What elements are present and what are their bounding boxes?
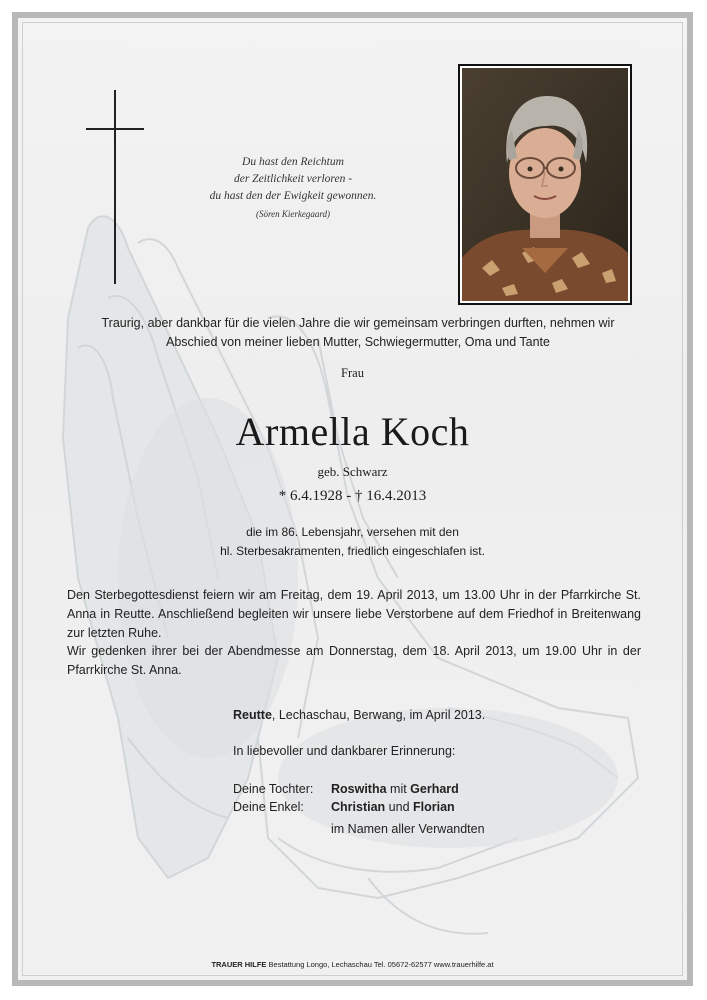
on-behalf-line: im Namen aller Verwandten bbox=[331, 822, 485, 836]
family-relation: Deine Enkel: bbox=[233, 800, 304, 814]
quote-line: der Zeitlichkeit verloren - bbox=[233, 173, 353, 185]
salutation: Frau bbox=[341, 366, 364, 380]
quote-source: (Sören Kierkegaard) bbox=[255, 209, 331, 219]
passing-text bbox=[18, 523, 687, 561]
family-name: Gerhard bbox=[410, 782, 459, 796]
memorial-quote bbox=[168, 154, 418, 223]
footer-brand: TRAUER HILFE bbox=[211, 960, 267, 969]
intro-line: Abschied von meiner lieben Mutter, Schwiegermutter, Oma und Tante bbox=[165, 335, 550, 349]
obituary-card bbox=[12, 12, 693, 986]
place-rest: , Lechaschau, Berwang, im April 2013. bbox=[271, 708, 486, 722]
quote-line: Du hast den Reichtum bbox=[242, 156, 344, 168]
family-row bbox=[233, 780, 459, 798]
family-name: Roswitha bbox=[331, 782, 387, 796]
family-names bbox=[331, 780, 459, 798]
quote-line: du hast den der Ewigkeit gewonnen. bbox=[209, 190, 377, 202]
family-row bbox=[233, 798, 459, 816]
passing-line: hl. Sterbesakramenten, friedlich eingeschlafen ist. bbox=[220, 544, 485, 558]
footer-text: Bestattung Longo, Lechaschau Tel. 05672-62577 www.trauerhilfe.at bbox=[266, 960, 494, 969]
family-joiner: und bbox=[385, 800, 413, 814]
family-list bbox=[233, 780, 459, 816]
portrait-photo bbox=[458, 64, 632, 305]
family-name: Florian bbox=[413, 800, 455, 814]
cross-icon bbox=[86, 90, 144, 284]
passing-line: die im 86. Lebensjahr, versehen mit den bbox=[246, 525, 459, 539]
place-town: Reutte bbox=[233, 708, 272, 722]
family-relation: Deine Tochter: bbox=[233, 782, 314, 796]
family-names bbox=[331, 798, 455, 816]
evening-mass-text: Wir gedenken ihrer bei der Abendmesse am Donnerstag, dem 18. April 2013, um 19.00 Uhr in der Pfarrkirche St. Anna. bbox=[67, 644, 641, 677]
deceased-name: Armella Koch bbox=[235, 409, 470, 454]
intro-text bbox=[58, 314, 658, 352]
life-dates: * 6.4.1928 - † 16.4.2013 bbox=[278, 488, 427, 504]
gratitude-line: In liebevoller und dankbarer Erinnerung: bbox=[233, 744, 456, 758]
family-name: Christian bbox=[331, 800, 386, 814]
place-date bbox=[233, 708, 485, 722]
intro-line: Traurig, aber dankbar für die vielen Jahre die wir gemeinsam verbringen durften, nehmen wir bbox=[101, 316, 615, 330]
footer-imprint bbox=[18, 960, 687, 969]
family-joiner: mit bbox=[386, 782, 411, 796]
birth-name: geb. Schwarz bbox=[317, 464, 388, 479]
funeral-service-text: Den Sterbegottesdienst feiern wir am Freitag, dem 19. April 2013, um 13.00 Uhr in der Pfarrkirche St. Anna in Reutte. Anschließend begleiten wir unsere liebe Verstorbene auf dem Friedhof in Breitenwang zur letzten Ruhe. bbox=[67, 588, 641, 640]
